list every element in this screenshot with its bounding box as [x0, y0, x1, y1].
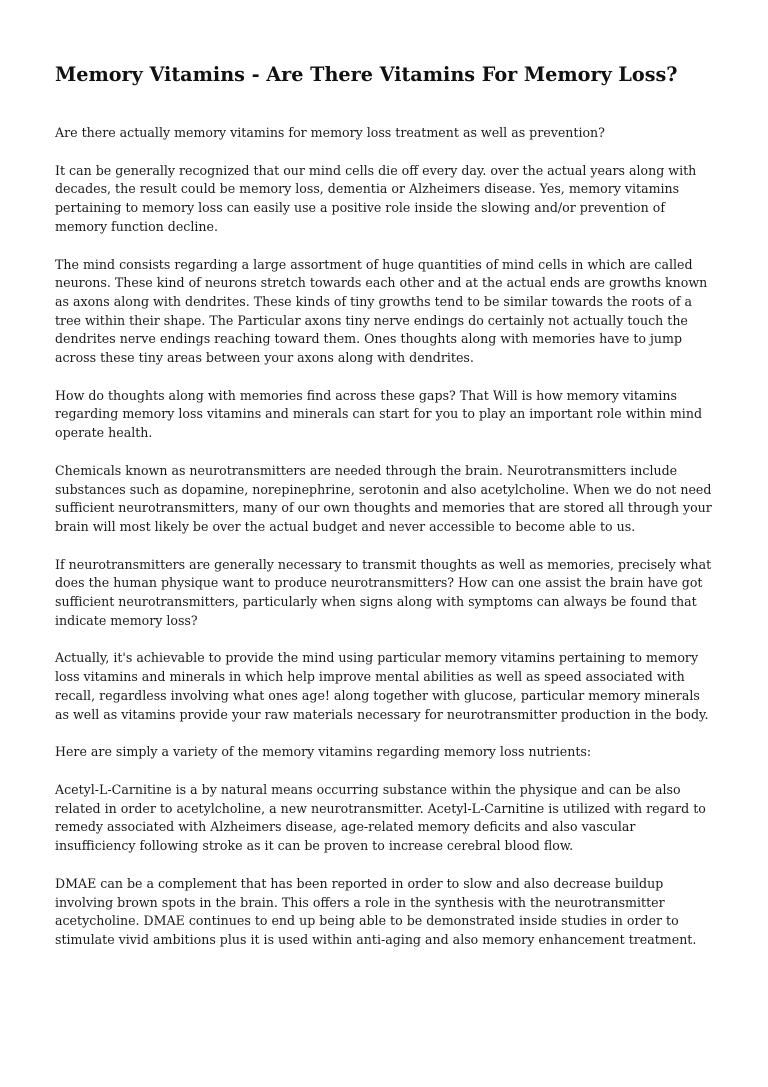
document-title: Memory Vitamins - Are There Vitamins For Memory Loss? — [55, 63, 678, 86]
paragraph: Are there actually memory vitamins for memory loss treatment as well as prevention? — [55, 125, 605, 140]
paragraph: Chemicals known as neurotransmitters are needed through the brain. Neurotransmitters include substances such as dopamine, norepinephrine, serotonin and also acetylcholine. When we do not need sufficient neurotransmitters, many of our own thoughts and memories that are stored all through your brain will most likely be over the actual budget and never accessible to become able to us. — [55, 462, 712, 534]
paragraph: The mind consists regarding a large assortment of huge quantities of mind cells in which are called neurons. These kind of neurons stretch towards each other and at the actual ends are growths known as axons along with dendrites. These kinds of tiny growths tend to be similar towards the roots of a tree within their shape. The Particular axons tiny nerve endings do certainly not actually touch the dendrites nerve endings reaching toward them. Ones thoughts along with memories have to jump across these tiny areas between your axons along with dendrites. — [55, 256, 708, 366]
paragraph: Actually, it's achievable to provide the mind using particular memory vitamins pertaining to memory loss vitamins and minerals in which help improve mental abilities as well as speed associated with recall, regardless involving what ones age! along together with glucose, particular memory minerals as well as vitamins provide your raw materials necessary for neurotransmitter production in the body. — [55, 650, 709, 722]
paragraph: Acetyl-L-Carnitine is a by natural means occurring substance within the physique and can be also related in order to acetylcholine, a new neurotransmitter. Acetyl-L-Carnitine is utilized with regard to remedy associated with Alzheimers disease, age-related memory deficits and also vascular insufficiency following stroke as it can be proven to increase cerebral blood flow. — [55, 781, 706, 854]
paragraph: It can be generally recognized that our mind cells die off every day. over the actual years along with decades, the result could be memory loss, dementia or Alzheimers disease. Yes, memory vitamins pertaining to memory loss can easily use a positive role inside the slowing and/or prevention of memory function decline. — [55, 162, 697, 234]
paragraph: DMAE can be a complement that has been reported in order to slow and also decrease buildup involving brown spots in the brain. This offers a role in the synthesis with the neurotransmitter acetycholine. DMAE continues to end up being able to be demonstrated inside studies in order to stimulate vivid ambitions plus it is used within anti-aging and also memory enhancement treatment. — [55, 875, 697, 947]
document-body — [55, 124, 715, 950]
paragraph: How do thoughts along with memories find across these gaps? That Will is how memory vitamins regarding memory loss vitamins and minerals can start for you to play an important role within mind operate health. — [55, 387, 703, 441]
document-page — [55, 62, 715, 969]
paragraph: If neurotransmitters are generally necessary to transmit thoughts as well as memories, precisely what does the human physique want to produce neurotransmitters? How can one assist the brain have got sufficient neurotransmitters, particularly when signs along with symptoms can always be found that indicate memory loss? — [55, 556, 712, 628]
paragraph: Here are simply a variety of the memory vitamins regarding memory loss nutrients: — [55, 744, 592, 760]
